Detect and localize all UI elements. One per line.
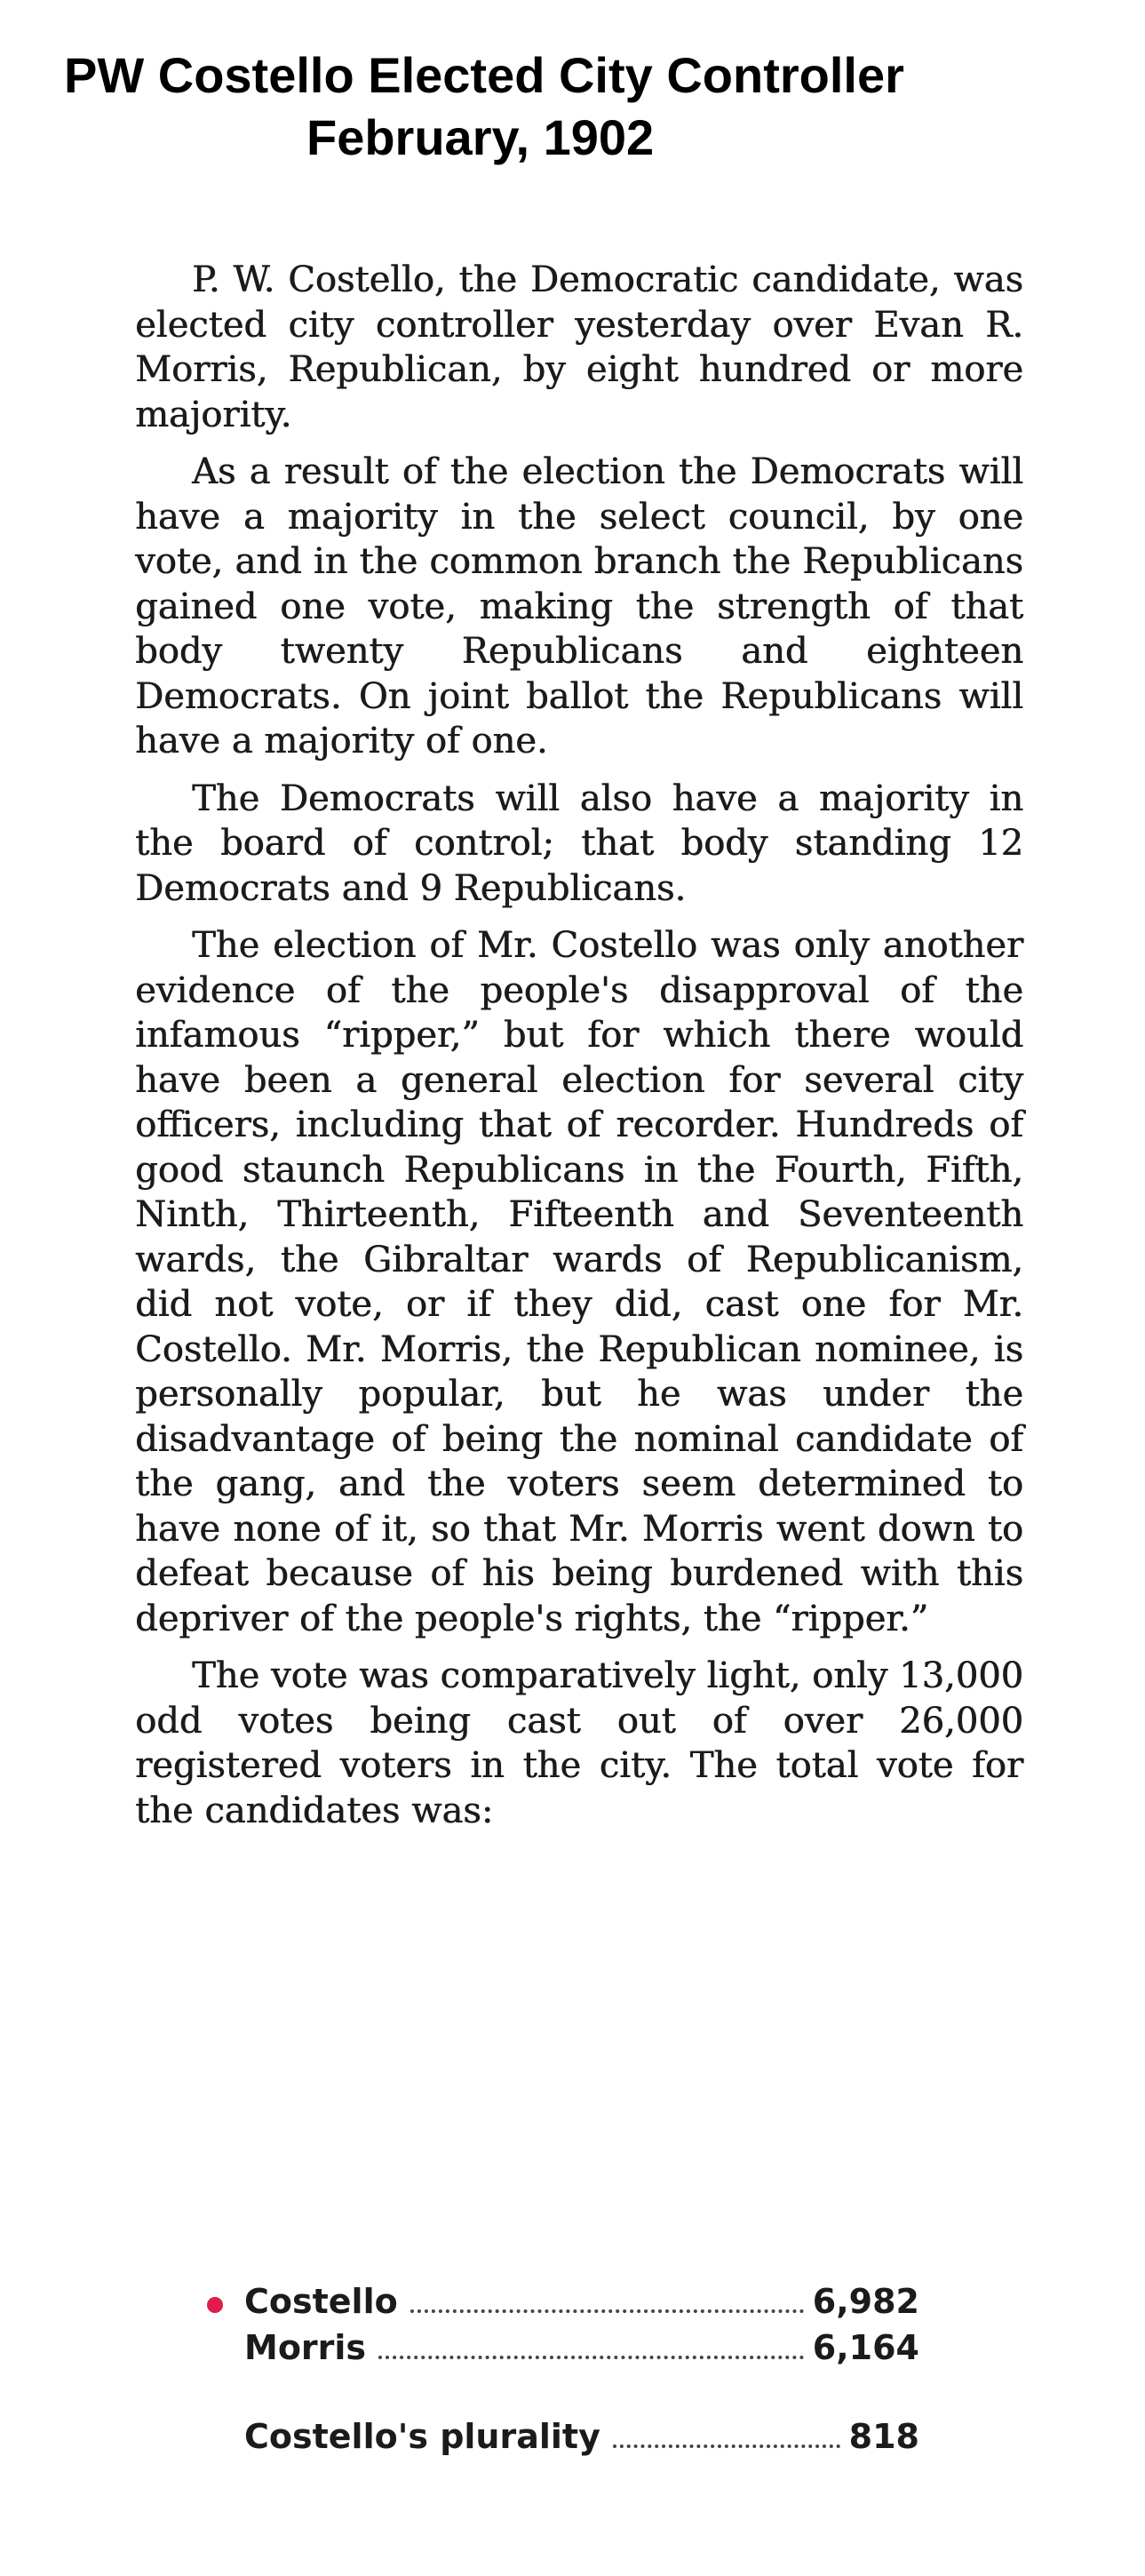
marker-dot-icon <box>207 2297 223 2313</box>
tally-row-morris <box>244 2328 919 2374</box>
dot-leader <box>378 2356 804 2359</box>
newspaper-clipping <box>135 258 1023 1846</box>
dot-leader <box>613 2444 840 2448</box>
candidate-votes: 6,982 <box>812 2282 919 2321</box>
article-paragraph-2: As a result of the election the Democrats will have a majority in the select council, by one vote, and in the common branch the Republicans gained one vote, making the strength of that body twenty Republicans and eighteen Democrats. On joint ballot the Republicans will have a majority of one. <box>135 451 1023 762</box>
vote-tally <box>244 2282 919 2463</box>
candidate-name: Morris <box>244 2328 367 2367</box>
article-paragraph-3: The Democrats will also have a majority in the board of control; that body standing 12 Democrats and 9 Republicans. <box>135 778 1023 909</box>
tally-row-costello <box>244 2282 919 2328</box>
candidate-name: Costello <box>244 2282 398 2321</box>
tally-row-plurality <box>244 2417 919 2463</box>
plurality-label: Costello's plurality <box>244 2417 600 2456</box>
plurality-value: 818 <box>848 2417 919 2456</box>
article-paragraph-5: The vote was comparatively light, only 13,000 odd votes being cast out of over 26,000 registered voters in the city. The total vote for the candidates was: <box>135 1655 1023 1831</box>
dot-leader <box>410 2309 804 2313</box>
page-title <box>0 44 1145 169</box>
article-paragraph-1: P. W. Costello, the Democratic candidate, was elected city controller yesterday over Evan R. Morris, Republican, by eight hundred or more majority. <box>135 259 1023 435</box>
candidate-votes: 6,164 <box>812 2328 919 2367</box>
title-line-1: PW Costello Elected City Controller <box>64 47 904 103</box>
article-paragraph-4: The election of Mr. Costello was only another evidence of the people's disapproval of the infamous “ripper,” but for which there would have been a general election for several city officers, including that of recorder. Hundreds of good staunch Republicans in the Fourth, Fifth, Ninth, Thirteenth, Fifteenth and Seventeenth wards, the Gibraltar wards of Republicanism, did not vote, or if they did, cast one for Mr. Costello. Mr. Morris, the Republican nominee, is personally popular, but he was under the disadvantage of being the nominal candidate of the gang, and the voters seem determined to have none of it, so that Mr. Morris went down to defeat because of his being burdened with this depriver of the people's rights, the “ripper.” <box>135 925 1023 1639</box>
title-line-2-date: February, 1902 <box>306 109 655 165</box>
